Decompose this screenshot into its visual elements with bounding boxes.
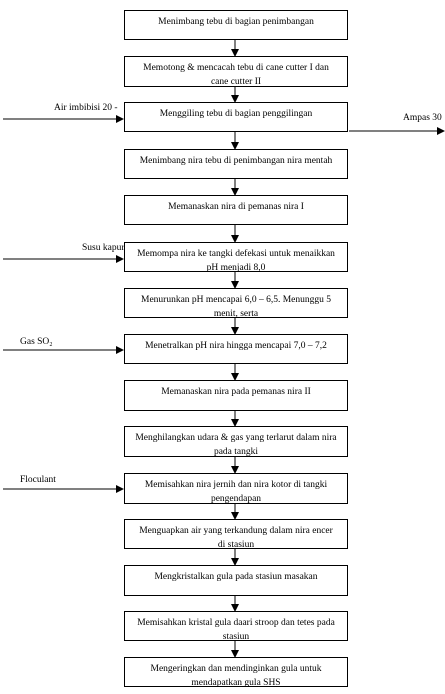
label-ampas: Ampas 30 [403,113,442,123]
step-box-5: Memanaskan nira di pemanas nira I [124,195,348,225]
step-box-3: Menggiling tebu di bagian penggilingan [124,102,348,132]
step-box-15: Mengeringkan dan mendinginkan gula untuk mendapatkan gula SHS [124,657,348,687]
step-box-11: Memisahkan nira jernih dan nira kotor di tangki pengendapan [124,473,348,504]
label-gas-so2: Gas SO₂ [20,337,53,347]
label-floculant: Floculant [20,475,56,485]
step-box-2: Memotong & mencacah tebu di cane cutter I dan cane cutter II [124,56,348,87]
step-box-7: Menurunkan pH mencapai 6,0 – 6,5. Menunggu 5 menit, serta [124,288,348,318]
step-box-13: Mengkristalkan gula pada stasiun masakan [124,565,348,596]
label-susu-kapur: Susu kapur [82,243,125,253]
label-air-imbibisi: Air imbibisi 20 - [54,103,118,113]
step-box-12: Menguapkan air yang terkandung dalam nira encer di stasiun [124,519,348,549]
step-box-4: Menimbang nira tebu di penimbangan nira mentah [124,149,348,179]
step-box-8: Menetralkan pH nira hingga mencapai 7,0 – 7,2 [124,334,348,364]
step-box-6: Memompa nira ke tangki defekasi untuk menaikkan pH menjadi 8,0 [124,242,348,272]
step-box-1: Menimbang tebu di bagian penimbangan [124,10,348,40]
step-box-9: Memanaskan nira pada pemanas nira II [124,380,348,411]
step-box-14: Memisahkan kristal gula daari stroop dan tetes pada stasiun [124,611,348,641]
step-box-10: Menghilangkan udara & gas yang terlarut dalam nira pada tangki [124,426,348,457]
